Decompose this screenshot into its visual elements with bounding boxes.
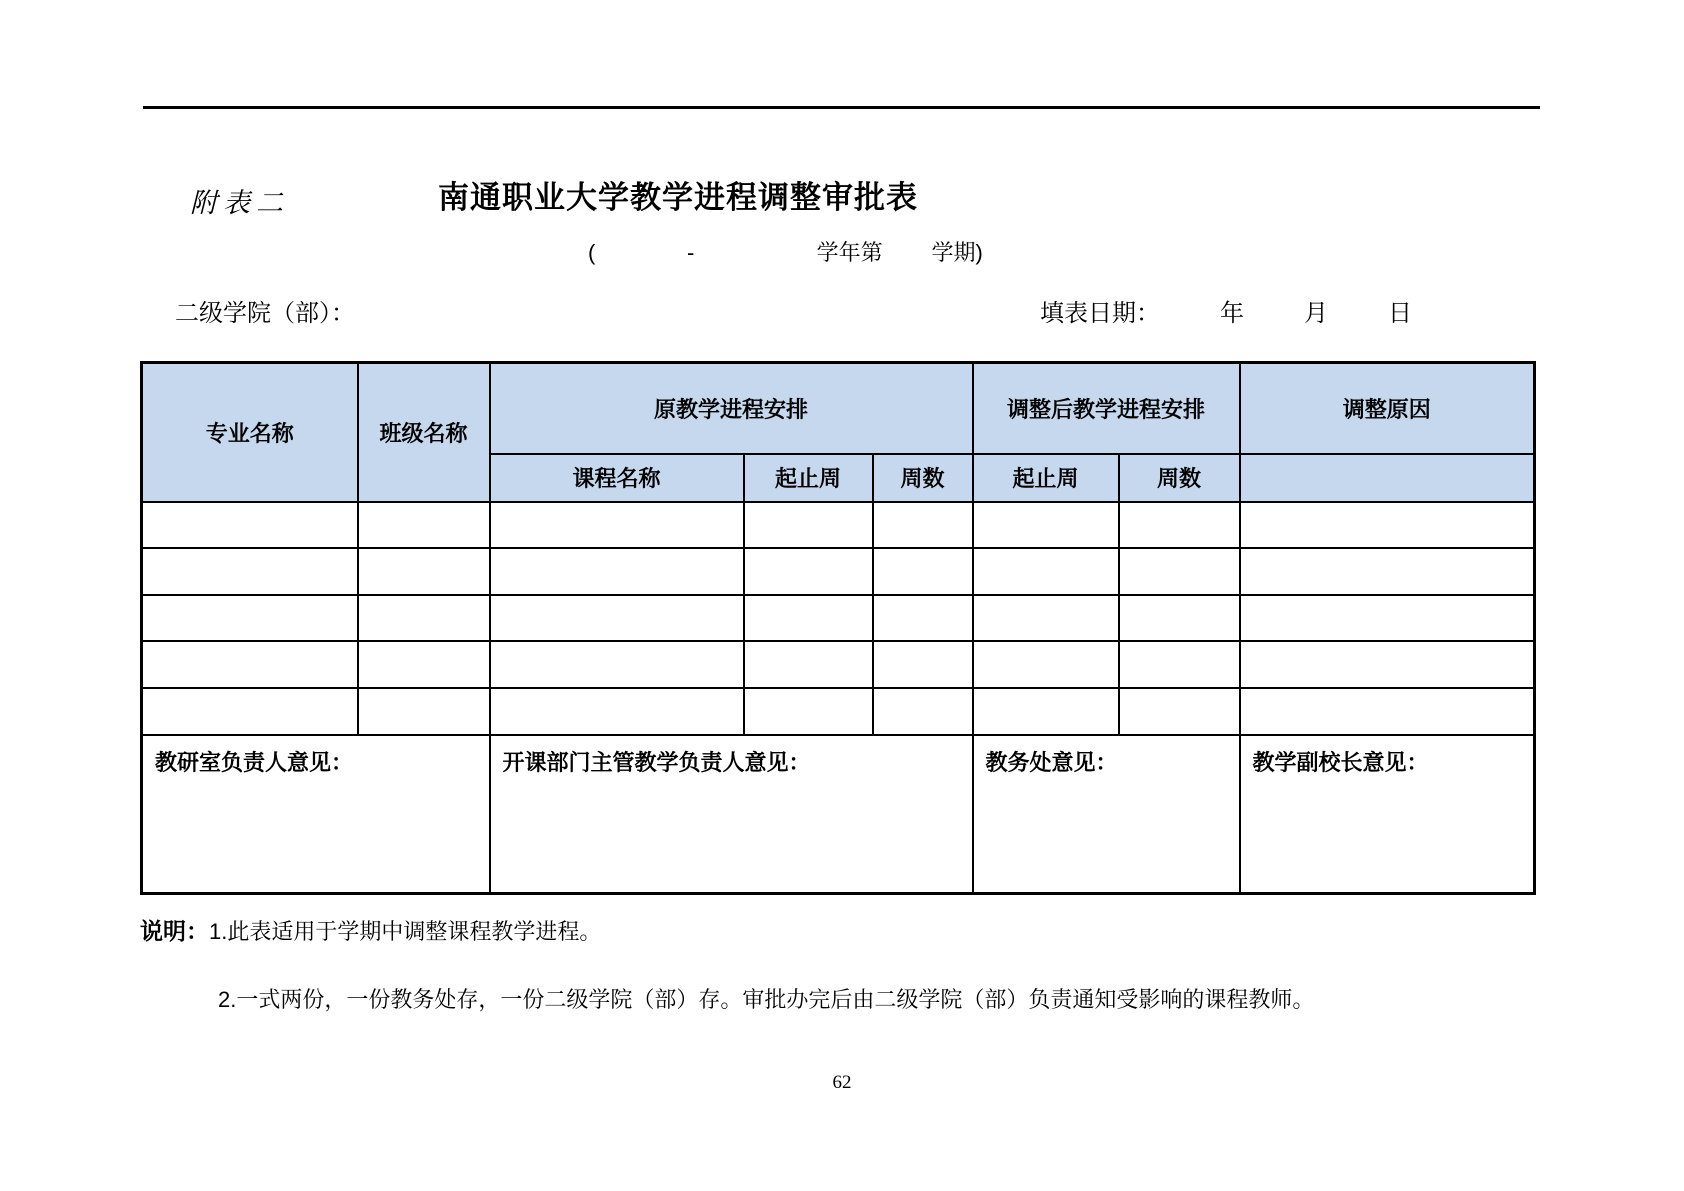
empty-cell xyxy=(873,688,973,735)
empty-cell xyxy=(1240,688,1535,735)
notes-line-1 xyxy=(140,913,601,946)
empty-cell xyxy=(358,688,490,735)
empty-cell xyxy=(142,548,358,595)
empty-cell xyxy=(1119,548,1240,595)
empty-cell xyxy=(142,641,358,688)
header-original-schedule: 原教学进程安排 xyxy=(490,363,973,454)
header-class-name: 班级名称 xyxy=(358,363,490,502)
page-title: 南通职业大学教学进程调整审批表 xyxy=(438,180,918,215)
empty-cell xyxy=(1240,548,1535,595)
empty-cell xyxy=(358,595,490,641)
empty-cell xyxy=(744,688,873,735)
header-adjusted-schedule: 调整后教学进程安排 xyxy=(973,363,1240,454)
empty-cell xyxy=(142,688,358,735)
empty-cell xyxy=(490,502,744,548)
header-start-end-week-adjusted: 起止周 xyxy=(973,454,1119,502)
empty-cell xyxy=(1240,595,1535,641)
header-reason-subcell xyxy=(1240,454,1535,502)
empty-cell xyxy=(744,595,873,641)
note-item-2: 2.一式两份，一份教务处存，一份二级学院（部）存。审批办完后由二级学院（部）负责通知受影响的课程教师。 xyxy=(218,987,1315,1012)
empty-cell xyxy=(358,502,490,548)
empty-cell xyxy=(1240,502,1535,548)
appendix-label: 附表二 xyxy=(190,188,289,219)
opinion-vice-president: 教学副校长意见： xyxy=(1240,735,1535,894)
empty-cell xyxy=(873,548,973,595)
empty-cell xyxy=(973,688,1119,735)
header-start-end-week-original: 起止周 xyxy=(744,454,873,502)
empty-cell xyxy=(744,548,873,595)
header-row-1 xyxy=(142,363,1535,454)
header-course-name: 课程名称 xyxy=(490,454,744,502)
empty-cell xyxy=(358,548,490,595)
empty-cell xyxy=(873,502,973,548)
table-row xyxy=(142,595,1535,641)
empty-cell xyxy=(142,502,358,548)
empty-cell xyxy=(490,548,744,595)
opinion-teaching-research-office: 教研室负责人意见： xyxy=(142,735,490,894)
empty-rows xyxy=(142,502,1535,735)
empty-cell xyxy=(1119,688,1240,735)
approval-table xyxy=(140,361,1536,895)
empty-cell xyxy=(490,641,744,688)
academic-year-subtitle: ( - 学年第 学期) xyxy=(588,240,983,265)
empty-cell xyxy=(973,595,1119,641)
table-row xyxy=(142,641,1535,688)
empty-cell xyxy=(490,595,744,641)
empty-cell xyxy=(973,641,1119,688)
empty-cell xyxy=(490,688,744,735)
empty-cell xyxy=(1119,641,1240,688)
empty-cell xyxy=(973,548,1119,595)
table-row xyxy=(142,548,1535,595)
header-major: 专业名称 xyxy=(142,363,358,502)
empty-cell xyxy=(973,502,1119,548)
college-label: 二级学院（部）： xyxy=(175,300,355,327)
empty-cell xyxy=(142,595,358,641)
notes-label: 说明： xyxy=(140,918,209,944)
note-item-1: 1.此表适用于学期中调整课程教学进程。 xyxy=(209,919,602,944)
notes-line-2 xyxy=(218,983,1314,1014)
table-row xyxy=(142,502,1535,548)
opinion-academic-affairs-office: 教务处意见： xyxy=(973,735,1240,894)
fill-date-line: 填表日期： 年 月 日 xyxy=(1040,300,1413,327)
empty-cell xyxy=(358,641,490,688)
empty-cell xyxy=(744,502,873,548)
opinion-row xyxy=(142,735,1535,894)
empty-cell xyxy=(1240,641,1535,688)
header-reason: 调整原因 xyxy=(1240,363,1535,454)
page-number: 62 xyxy=(832,1072,852,1093)
empty-cell xyxy=(744,641,873,688)
empty-cell xyxy=(873,595,973,641)
empty-cell xyxy=(1119,595,1240,641)
header-weeks-adjusted: 周数 xyxy=(1119,454,1240,502)
header-weeks-original: 周数 xyxy=(873,454,973,502)
page-header-rule xyxy=(143,106,1540,109)
empty-cell xyxy=(873,641,973,688)
opinion-course-department-head: 开课部门主管教学负责人意见： xyxy=(490,735,973,894)
table-row xyxy=(142,688,1535,735)
empty-cell xyxy=(1119,502,1240,548)
